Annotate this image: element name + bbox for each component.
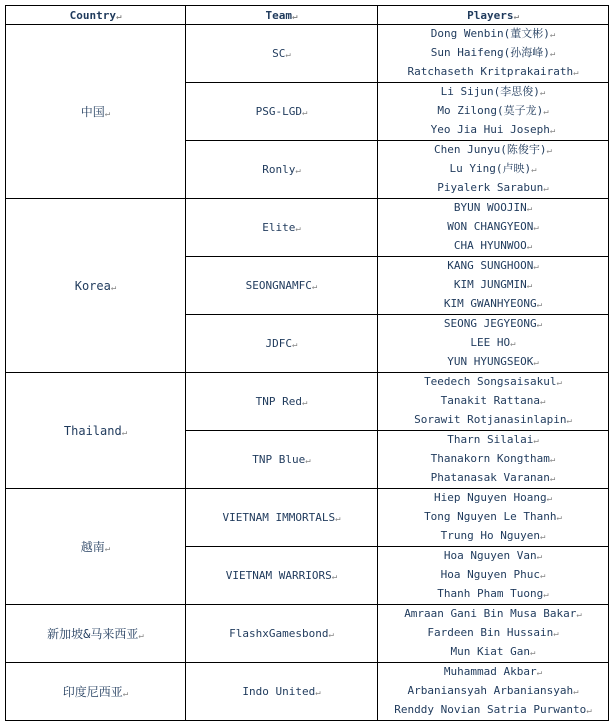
team-cell: TNP Red↵ <box>186 373 378 431</box>
player-name: Muhammad Akbar↵ <box>443 665 543 678</box>
header-team: Team↵ <box>186 6 378 25</box>
player-name: Mo Zilong(莫子龙)↵ <box>437 104 549 117</box>
table-row <box>6 663 609 721</box>
team-name: PSG-LGD <box>255 105 302 118</box>
team-cell: Elite↵ <box>186 199 378 257</box>
player-name: SEONG JEGYEONG↵ <box>443 317 543 330</box>
player-name: Fardeen Bin Hussain↵ <box>427 626 559 639</box>
team-cell: PSG-LGD↵ <box>186 83 378 141</box>
player-name: Arbaniansyah Arbaniansyah↵ <box>407 684 579 697</box>
player-name: Tong Nguyen Le Thanh↵ <box>424 510 562 523</box>
players-cell <box>378 315 609 373</box>
player-name: YUN HYUNGSEOK↵ <box>447 355 539 368</box>
country-name: 越南 <box>80 540 105 554</box>
country-cell: 中国↵ <box>6 25 186 199</box>
players-cell <box>378 257 609 315</box>
players-cell <box>378 663 609 721</box>
player-name: Ratchaseth Kritprakairath↵ <box>407 65 579 78</box>
player-name: Chen Junyu(陈俊宇)↵ <box>434 143 552 156</box>
player-name: Teedech Songsaisakul↵ <box>424 375 562 388</box>
team-cell: FlashxGamesbond↵ <box>186 605 378 663</box>
team-name: Elite <box>262 221 296 234</box>
player-name: KANG SUNGHOON↵ <box>447 259 539 272</box>
team-cell: Ronly↵ <box>186 141 378 199</box>
country-cell: 越南↵ <box>6 489 186 605</box>
header-country: Country↵ <box>6 6 186 25</box>
country-cell: 印度尼西亚↵ <box>6 663 186 721</box>
player-name: Lu Ying(卢映)↵ <box>449 162 537 175</box>
table-row <box>6 199 609 257</box>
team-name: VIETNAM WARRIORS <box>225 569 332 582</box>
players-cell <box>378 605 609 663</box>
country-name: Korea <box>74 278 111 293</box>
team-cell: SEONGNAMFC↵ <box>186 257 378 315</box>
player-name: Yeo Jia Hui Joseph↵ <box>430 123 556 136</box>
team-cell: TNP Blue↵ <box>186 431 378 489</box>
team-name: TNP Blue <box>252 453 306 466</box>
player-name: Mun Kiat Gan↵ <box>450 645 536 658</box>
header-row <box>6 6 609 25</box>
player-name: Thanh Pham Tuong↵ <box>437 587 549 600</box>
country-name: Thailand <box>63 423 122 438</box>
player-name: Thanakorn Kongtham↵ <box>430 452 556 465</box>
team-name: SC <box>272 47 286 60</box>
player-name: Hoa Nguyen Van↵ <box>443 549 543 562</box>
players-cell <box>378 83 609 141</box>
player-name: Phatanasak Varanan↵ <box>430 471 556 484</box>
country-cell: Thailand↵ <box>6 373 186 489</box>
table-row <box>6 489 609 547</box>
player-name: KIM JUNGMIN↵ <box>453 278 533 291</box>
players-cell <box>378 25 609 83</box>
team-name: Indo United <box>242 685 316 698</box>
team-name: FlashxGamesbond <box>229 627 329 640</box>
player-name: Li Sijun(李思俊)↵ <box>440 85 546 98</box>
player-name: KIM GWANHYEONG↵ <box>443 297 543 310</box>
table-row <box>6 373 609 431</box>
player-name: Trung Ho Nguyen↵ <box>440 529 546 542</box>
player-name: Tharn Silalai↵ <box>447 433 539 446</box>
player-name: Piyalerk Sarabun↵ <box>437 181 549 194</box>
country-name: 新加坡&马来西亚 <box>47 627 139 641</box>
player-name: Sun Haifeng(孙海峰)↵ <box>430 46 556 59</box>
player-name: Hoa Nguyen Phuc↵ <box>440 568 546 581</box>
player-name: Tanakit Rattana↵ <box>440 394 546 407</box>
country-cell: Korea↵ <box>6 199 186 373</box>
player-name: BYUN WOOJIN↵ <box>453 201 533 214</box>
player-name: WON CHANGYEON↵ <box>447 220 539 233</box>
team-name: JDFC <box>265 337 293 350</box>
country-name: 印度尼西亚 <box>62 685 123 699</box>
team-cell: JDFC↵ <box>186 315 378 373</box>
table-row <box>6 605 609 663</box>
team-cell: Indo United↵ <box>186 663 378 721</box>
table-body <box>6 25 609 721</box>
players-cell <box>378 489 609 547</box>
team-name: SEONGNAMFC <box>245 279 312 292</box>
players-cell <box>378 199 609 257</box>
players-cell <box>378 547 609 605</box>
players-cell <box>378 141 609 199</box>
player-name: LEE HO↵ <box>470 336 516 349</box>
player-name: Renddy Novian Satria Purwanto↵ <box>394 703 592 716</box>
player-name: Sorawit Rotjanasinlapin↵ <box>414 413 572 426</box>
team-name: TNP Red <box>255 395 302 408</box>
team-roster-table <box>5 5 609 721</box>
player-name: Amraan Gani Bin Musa Bakar↵ <box>404 607 582 620</box>
team-cell: VIETNAM IMMORTALS↵ <box>186 489 378 547</box>
team-cell: VIETNAM WARRIORS↵ <box>186 547 378 605</box>
player-name: CHA HYUNWOO↵ <box>453 239 533 252</box>
team-name: Ronly <box>262 163 296 176</box>
header-players: Players↵ <box>378 6 609 25</box>
player-name: Dong Wenbin(董文彬)↵ <box>430 27 556 40</box>
players-cell <box>378 373 609 431</box>
players-cell <box>378 431 609 489</box>
country-cell: 新加坡&马来西亚↵ <box>6 605 186 663</box>
country-name: 中国 <box>80 105 105 119</box>
team-name: VIETNAM IMMORTALS <box>222 511 336 524</box>
table-header <box>6 6 609 25</box>
team-cell: SC↵ <box>186 25 378 83</box>
player-name: Hiep Nguyen Hoang↵ <box>433 491 552 504</box>
table-row <box>6 25 609 83</box>
